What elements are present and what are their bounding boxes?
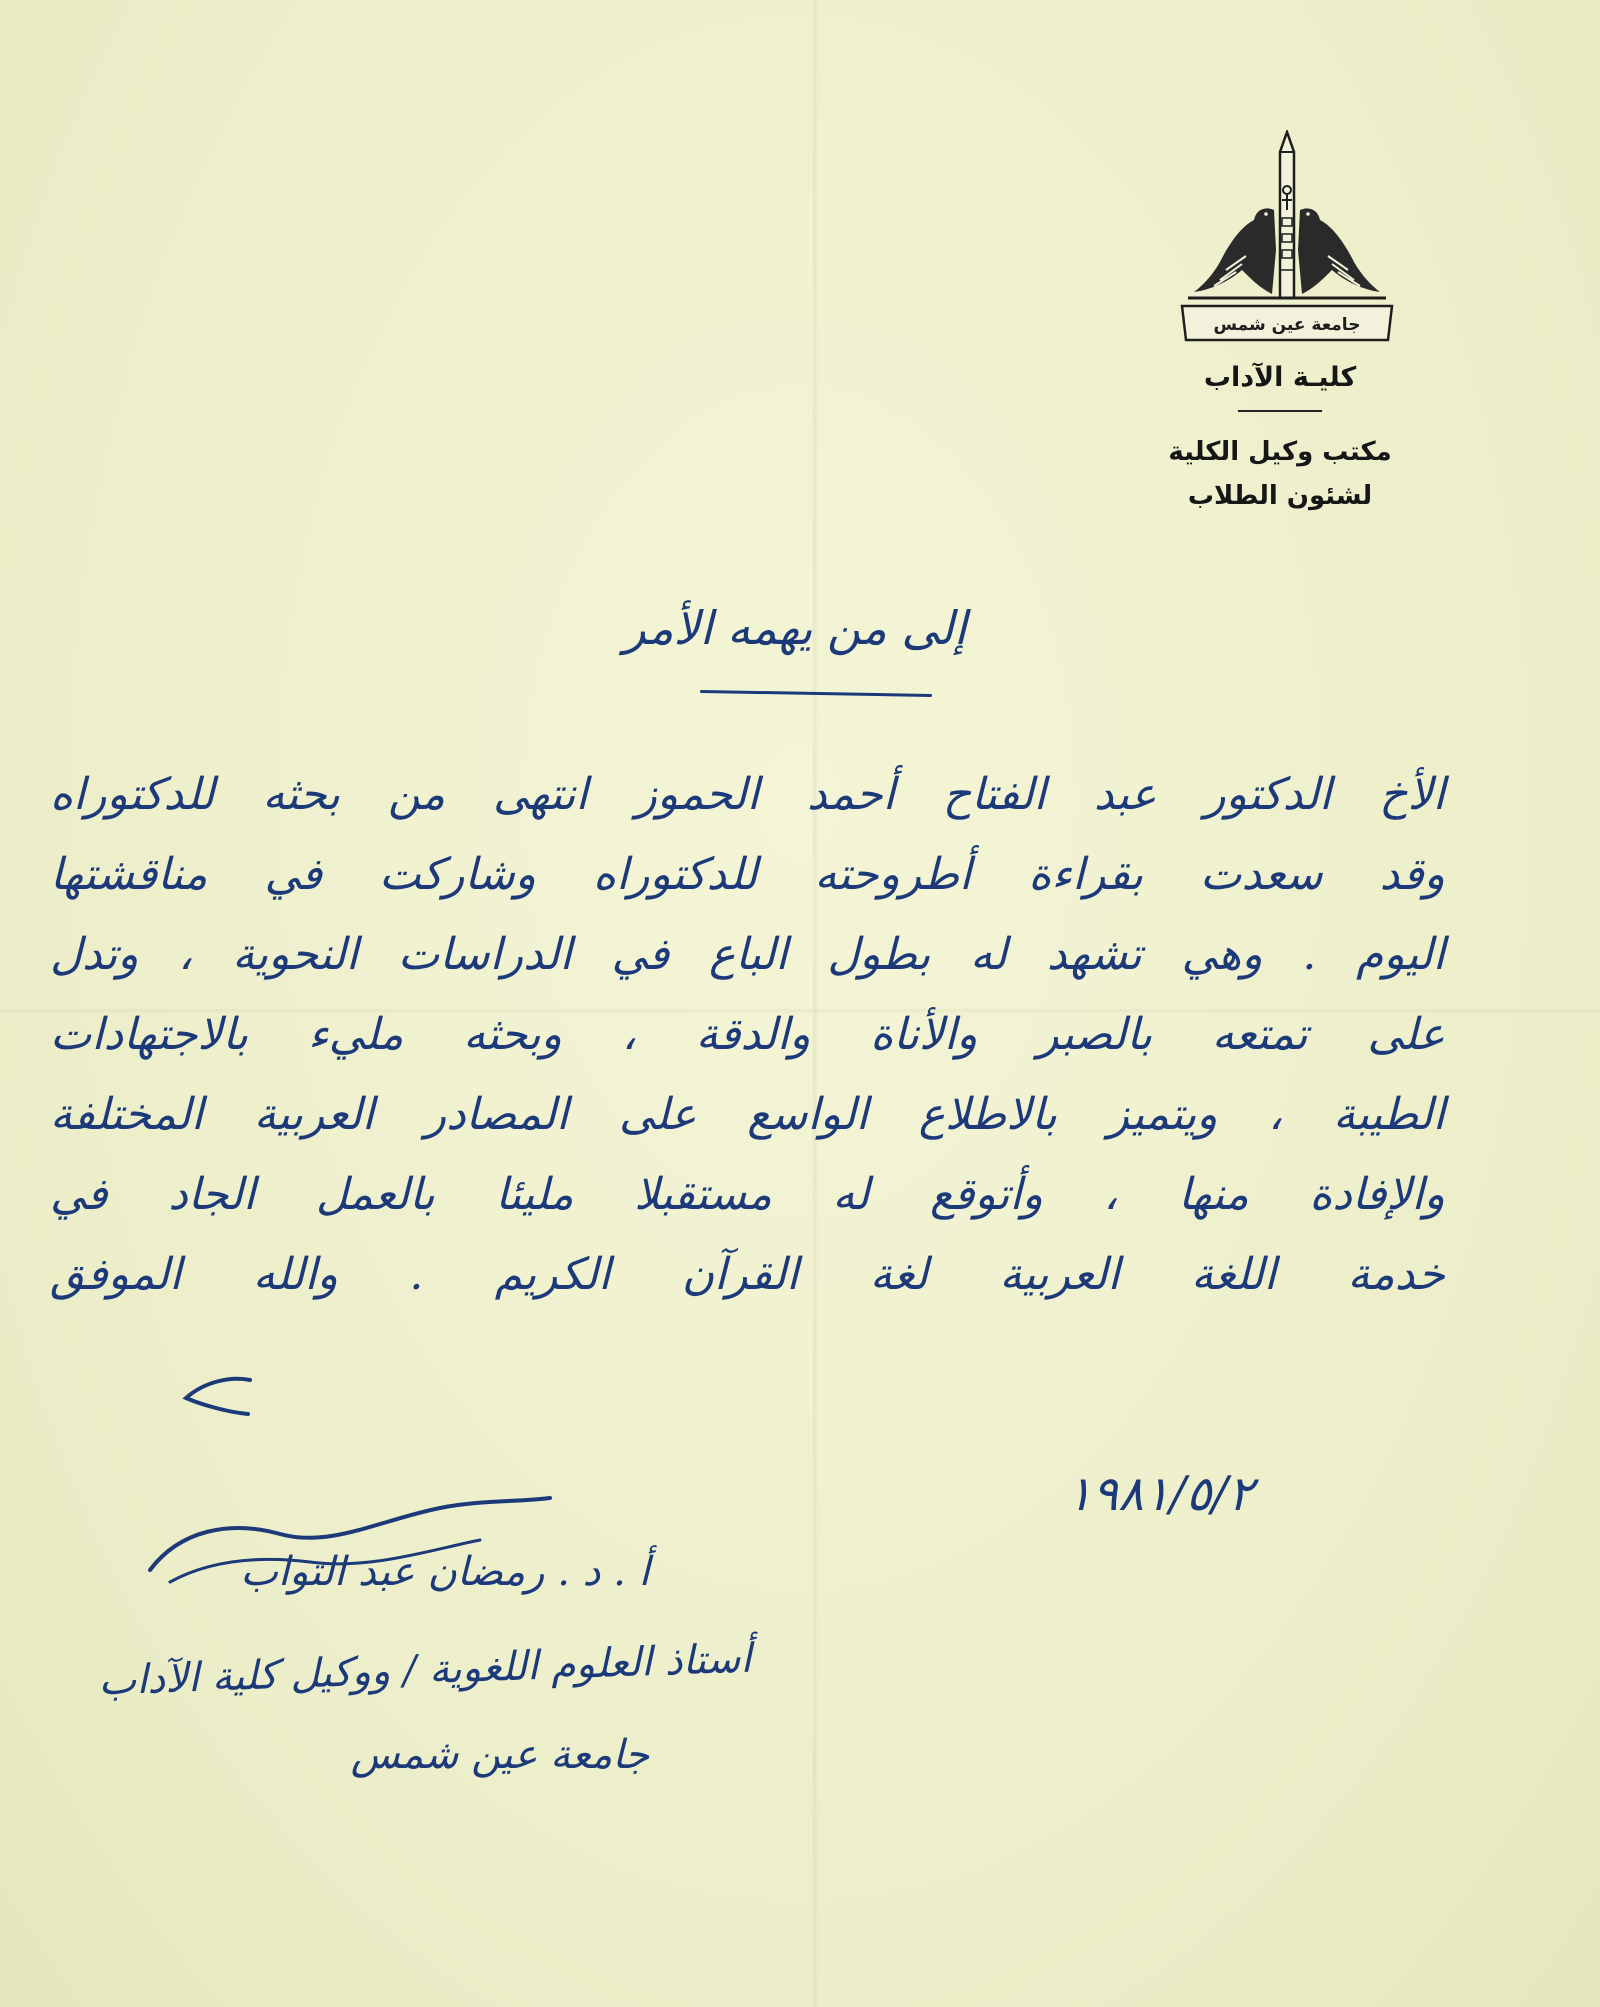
body-line: اليوم . وهي تشهد له بطول الباع في الدراسات النحوية ، وتدل xyxy=(50,929,1445,980)
signatory-title: أستاذ العلوم اللغوية / ووكيل كلية الآداب xyxy=(97,1635,753,1705)
greeting: إلى من يهمه الأمر xyxy=(623,601,967,655)
crest-banner-text: جامعة عين شمس xyxy=(1213,315,1361,335)
body-line: وقد سعدت بقراءة أطروحته للدكتوراه وشاركت في مناقشتها xyxy=(50,849,1445,900)
signatory-name: أ . د . رمضان عبد التواب xyxy=(240,1549,650,1595)
office-line-2: لشئون الطلاب xyxy=(1187,481,1373,511)
office-line-1: مكتب وكيل الكلية xyxy=(1168,437,1392,467)
signatory-university: جامعة عين شمس xyxy=(350,1732,650,1778)
body-line: الأخ الدكتور عبد الفتاح أحمد الحموز انتهى من بحثه للدكتوراه xyxy=(50,769,1445,820)
letterhead-divider xyxy=(1238,410,1322,412)
body-line: والإفادة منها ، وأتوقع له مستقبلا مليئا بالعمل الجاد في xyxy=(50,1169,1445,1220)
letter-date: ١٩٨١/٥/٢ xyxy=(1066,1466,1254,1522)
falcon-left-icon xyxy=(1194,208,1276,294)
obelisk-icon xyxy=(1280,132,1294,298)
university-crest-logo xyxy=(1176,130,1398,342)
greeting-underline xyxy=(700,690,932,697)
letter-body xyxy=(50,755,1445,1315)
letterhead xyxy=(1130,358,1430,518)
falcon-right-icon xyxy=(1298,208,1380,294)
body-line: الطيبة ، ويتميز بالاطلاع الواسع على المصادر العربية المختلفة xyxy=(50,1089,1445,1140)
body-line: على تمتعه بالصبر والأناة والدقة ، وبحثه مليء بالاجتهادات xyxy=(50,1009,1445,1060)
faculty-name: كليـة الآداب xyxy=(1203,362,1357,393)
closing-flourish xyxy=(176,1374,256,1420)
body-line: خدمة اللغة العربية لغة القرآن الكريم . والله الموفق xyxy=(50,1249,1445,1300)
